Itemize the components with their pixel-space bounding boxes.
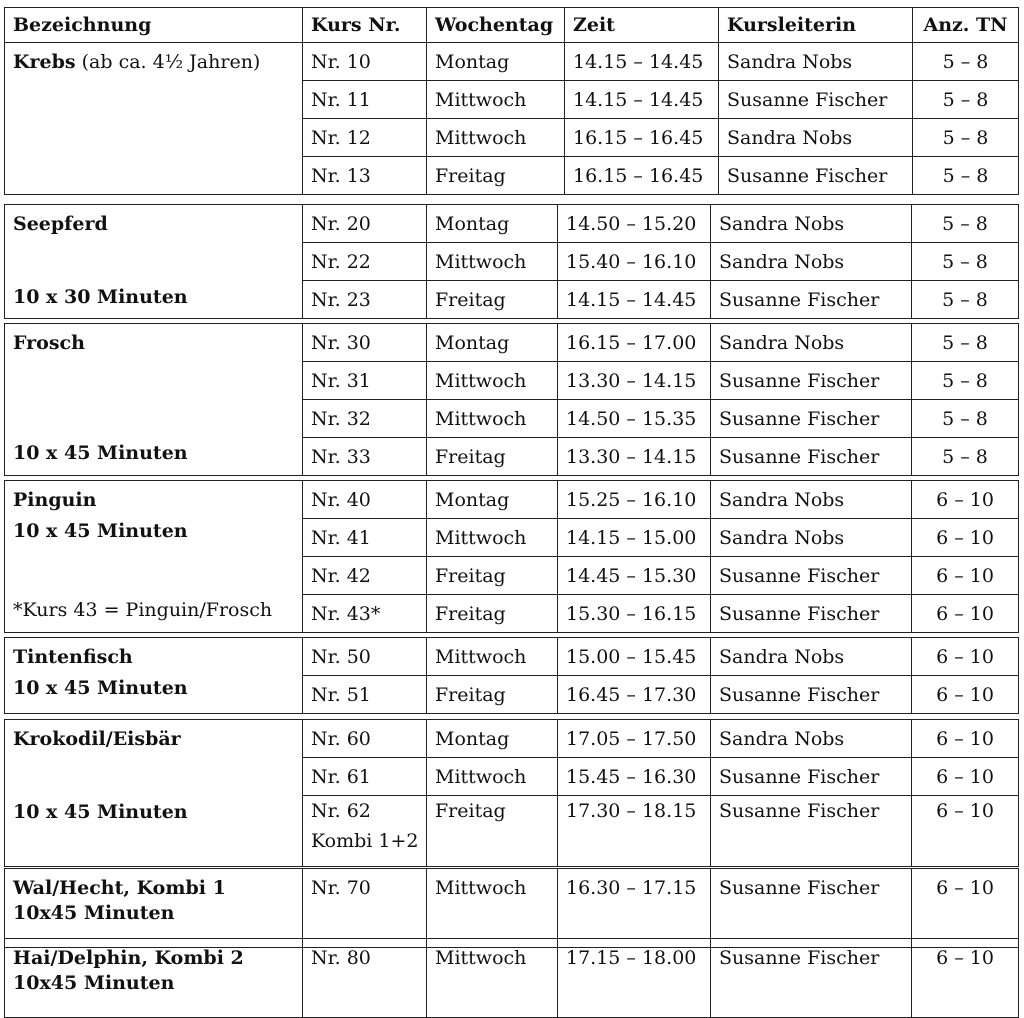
participant-count: 5 – 8 — [912, 281, 1019, 319]
group-note: *Kurs 43 = Pinguin/Frosch — [13, 599, 273, 621]
instructor: Susanne Fischer — [711, 438, 912, 476]
participant-count: 6 – 10 — [912, 481, 1019, 519]
time: 16.30 – 17.15 — [558, 869, 711, 948]
participant-count: 6 – 10 — [912, 595, 1019, 633]
instructor: Sandra Nobs — [711, 519, 912, 557]
course-number: Nr. 33 — [303, 438, 427, 476]
course-number: Nr. 70 — [303, 869, 427, 948]
time: 15.25 – 16.10 — [558, 481, 711, 519]
participant-count: 5 – 8 — [913, 157, 1019, 195]
table-row — [5, 43, 1019, 81]
participant-count: 5 – 8 — [912, 438, 1019, 476]
course-group-pinguin — [4, 480, 1019, 633]
group-name-cell — [5, 324, 303, 476]
header-anz-tn: Anz. TN — [913, 8, 1019, 43]
course-number — [303, 796, 427, 867]
participant-count: 6 – 10 — [912, 676, 1019, 714]
weekday: Mittwoch — [427, 243, 558, 281]
instructor: Sandra Nobs — [719, 43, 913, 81]
participant-count: 5 – 8 — [912, 400, 1019, 438]
group-duration: 10x45 Minuten — [13, 902, 175, 924]
weekday: Freitag — [427, 676, 558, 714]
time: 13.30 – 14.15 — [558, 362, 711, 400]
participant-count: 6 – 10 — [912, 939, 1019, 1018]
course-number: Nr. 30 — [303, 324, 427, 362]
instructor: Sandra Nobs — [711, 243, 912, 281]
course-number: Nr. 61 — [303, 758, 427, 796]
group-duration: 10 x 45 Minuten — [13, 442, 188, 464]
group-duration: 10 x 30 Minuten — [13, 286, 188, 308]
time: 14.50 – 15.35 — [558, 400, 711, 438]
participant-count: 6 – 10 — [912, 638, 1019, 676]
header-wochentag: Wochentag — [427, 8, 565, 43]
time: 14.15 – 14.45 — [565, 43, 719, 81]
time: 13.30 – 14.15 — [558, 438, 711, 476]
instructor: Susanne Fischer — [711, 595, 912, 633]
group-title: Tintenfisch — [13, 646, 133, 668]
instructor: Sandra Nobs — [711, 638, 912, 676]
group-title: Wal/Hecht, Kombi 1 — [13, 877, 226, 899]
weekday: Mittwoch — [427, 638, 558, 676]
instructor: Susanne Fischer — [711, 400, 912, 438]
participant-count: 6 – 10 — [912, 796, 1019, 867]
course-number: Nr. 32 — [303, 400, 427, 438]
course-number-main: Nr. 62 — [311, 800, 371, 822]
participant-count: 6 – 10 — [912, 720, 1019, 758]
course-number: Nr. 20 — [303, 205, 427, 243]
instructor: Susanne Fischer — [711, 869, 912, 948]
time: 14.15 – 14.45 — [558, 281, 711, 319]
group-name-cell — [5, 720, 303, 867]
weekday: Freitag — [427, 595, 558, 633]
course-number-combo: Kombi 1+2 — [311, 830, 419, 852]
instructor: Susanne Fischer — [711, 796, 912, 867]
course-number: Nr. 51 — [303, 676, 427, 714]
course-number: Nr. 43* — [303, 595, 427, 633]
table-row — [5, 324, 1019, 362]
header-kursleiterin: Kursleiterin — [719, 8, 913, 43]
weekday: Mittwoch — [427, 869, 558, 948]
time: 17.05 – 17.50 — [558, 720, 711, 758]
time: 15.00 – 15.45 — [558, 638, 711, 676]
instructor: Susanne Fischer — [719, 157, 913, 195]
time: 14.15 – 14.45 — [565, 81, 719, 119]
group-duration: 10 x 45 Minuten — [13, 520, 188, 542]
weekday: Freitag — [427, 557, 558, 595]
group-duration: 10 x 45 Minuten — [13, 801, 188, 823]
weekday: Freitag — [427, 281, 558, 319]
time: 16.45 – 17.30 — [558, 676, 711, 714]
group-title-suffix: (ab ca. 4½ Jahren) — [75, 51, 261, 73]
table-row — [5, 481, 1019, 519]
weekday: Mittwoch — [427, 758, 558, 796]
table-row — [5, 638, 1019, 676]
course-group-krokodil-eisb-r — [4, 719, 1019, 867]
weekday: Mittwoch — [427, 939, 558, 1018]
time: 17.15 – 18.00 — [558, 939, 711, 1018]
group-title: Seepferd — [13, 213, 108, 235]
table-row — [5, 720, 1019, 758]
weekday: Montag — [427, 324, 558, 362]
instructor: Susanne Fischer — [711, 557, 912, 595]
weekday: Mittwoch — [427, 400, 558, 438]
table-row — [5, 939, 1019, 1018]
participant-count: 5 – 8 — [912, 205, 1019, 243]
participant-count: 5 – 8 — [912, 324, 1019, 362]
instructor: Sandra Nobs — [711, 324, 912, 362]
weekday: Freitag — [427, 796, 558, 867]
group-name-cell — [5, 638, 303, 714]
course-number: Nr. 13 — [303, 157, 427, 195]
header-bezeichnung: Bezeichnung — [5, 8, 303, 43]
time: 14.50 – 15.20 — [558, 205, 711, 243]
participant-count: 5 – 8 — [913, 119, 1019, 157]
course-number: Nr. 10 — [303, 43, 427, 81]
instructor: Susanne Fischer — [719, 81, 913, 119]
course-number: Nr. 23 — [303, 281, 427, 319]
weekday: Mittwoch — [427, 362, 558, 400]
course-number: Nr. 22 — [303, 243, 427, 281]
instructor: Sandra Nobs — [711, 481, 912, 519]
header-kurs-nr: Kurs Nr. — [303, 8, 427, 43]
course-number: Nr. 11 — [303, 81, 427, 119]
header-zeit: Zeit — [565, 8, 719, 43]
group-name-cell — [5, 869, 303, 948]
course-group-frosch — [4, 323, 1019, 476]
group-name-cell — [5, 205, 303, 319]
participant-count: 6 – 10 — [912, 519, 1019, 557]
course-number: Nr. 42 — [303, 557, 427, 595]
group-title: Pinguin — [13, 489, 97, 511]
course-group-hai-delphin-kombi-2 — [4, 938, 1019, 1018]
time: 17.30 – 18.15 — [558, 796, 711, 867]
weekday: Montag — [427, 720, 558, 758]
weekday: Mittwoch — [427, 119, 565, 157]
weekday: Freitag — [427, 438, 558, 476]
instructor: Sandra Nobs — [711, 720, 912, 758]
time: 16.15 – 16.45 — [565, 119, 719, 157]
participant-count: 6 – 10 — [912, 869, 1019, 948]
time: 16.15 – 16.45 — [565, 157, 719, 195]
time: 15.45 – 16.30 — [558, 758, 711, 796]
course-number: Nr. 80 — [303, 939, 427, 1018]
table-row — [5, 205, 1019, 243]
group-name-cell — [5, 481, 303, 633]
time: 16.15 – 17.00 — [558, 324, 711, 362]
course-number: Nr. 40 — [303, 481, 427, 519]
group-name-cell — [5, 43, 303, 195]
course-number: Nr. 12 — [303, 119, 427, 157]
instructor: Sandra Nobs — [719, 119, 913, 157]
group-duration: 10x45 Minuten — [13, 972, 175, 994]
instructor: Susanne Fischer — [711, 281, 912, 319]
course-group-krebs — [4, 7, 1019, 195]
time: 15.30 – 16.15 — [558, 595, 711, 633]
participant-count: 5 – 8 — [913, 43, 1019, 81]
group-title: Hai/Delphin, Kombi 2 — [13, 947, 244, 969]
weekday: Freitag — [427, 157, 565, 195]
course-group-seepferd — [4, 204, 1019, 319]
course-number: Nr. 41 — [303, 519, 427, 557]
course-group-wal-hecht-kombi-1 — [4, 868, 1019, 948]
course-number: Nr. 60 — [303, 720, 427, 758]
participant-count: 6 – 10 — [912, 557, 1019, 595]
participant-count: 6 – 10 — [912, 758, 1019, 796]
weekday: Mittwoch — [427, 519, 558, 557]
group-title: Krebs — [13, 51, 76, 73]
weekday: Montag — [427, 205, 558, 243]
group-title: Krokodil/Eisbär — [13, 728, 181, 750]
time: 14.15 – 15.00 — [558, 519, 711, 557]
instructor: Susanne Fischer — [711, 362, 912, 400]
group-title: Frosch — [13, 332, 85, 354]
participant-count: 5 – 8 — [912, 362, 1019, 400]
instructor: Susanne Fischer — [711, 676, 912, 714]
table-row — [5, 869, 1019, 948]
time: 15.40 – 16.10 — [558, 243, 711, 281]
weekday: Montag — [427, 481, 558, 519]
course-group-tintenfisch — [4, 637, 1019, 714]
course-number: Nr. 31 — [303, 362, 427, 400]
course-number: Nr. 50 — [303, 638, 427, 676]
group-name-cell — [5, 939, 303, 1018]
participant-count: 5 – 8 — [912, 243, 1019, 281]
instructor: Sandra Nobs — [711, 205, 912, 243]
participant-count: 5 – 8 — [913, 81, 1019, 119]
header-row — [5, 8, 1019, 43]
weekday: Montag — [427, 43, 565, 81]
group-duration: 10 x 45 Minuten — [13, 677, 188, 699]
instructor: Susanne Fischer — [711, 939, 912, 1018]
time: 14.45 – 15.30 — [558, 557, 711, 595]
weekday: Mittwoch — [427, 81, 565, 119]
instructor: Susanne Fischer — [711, 758, 912, 796]
